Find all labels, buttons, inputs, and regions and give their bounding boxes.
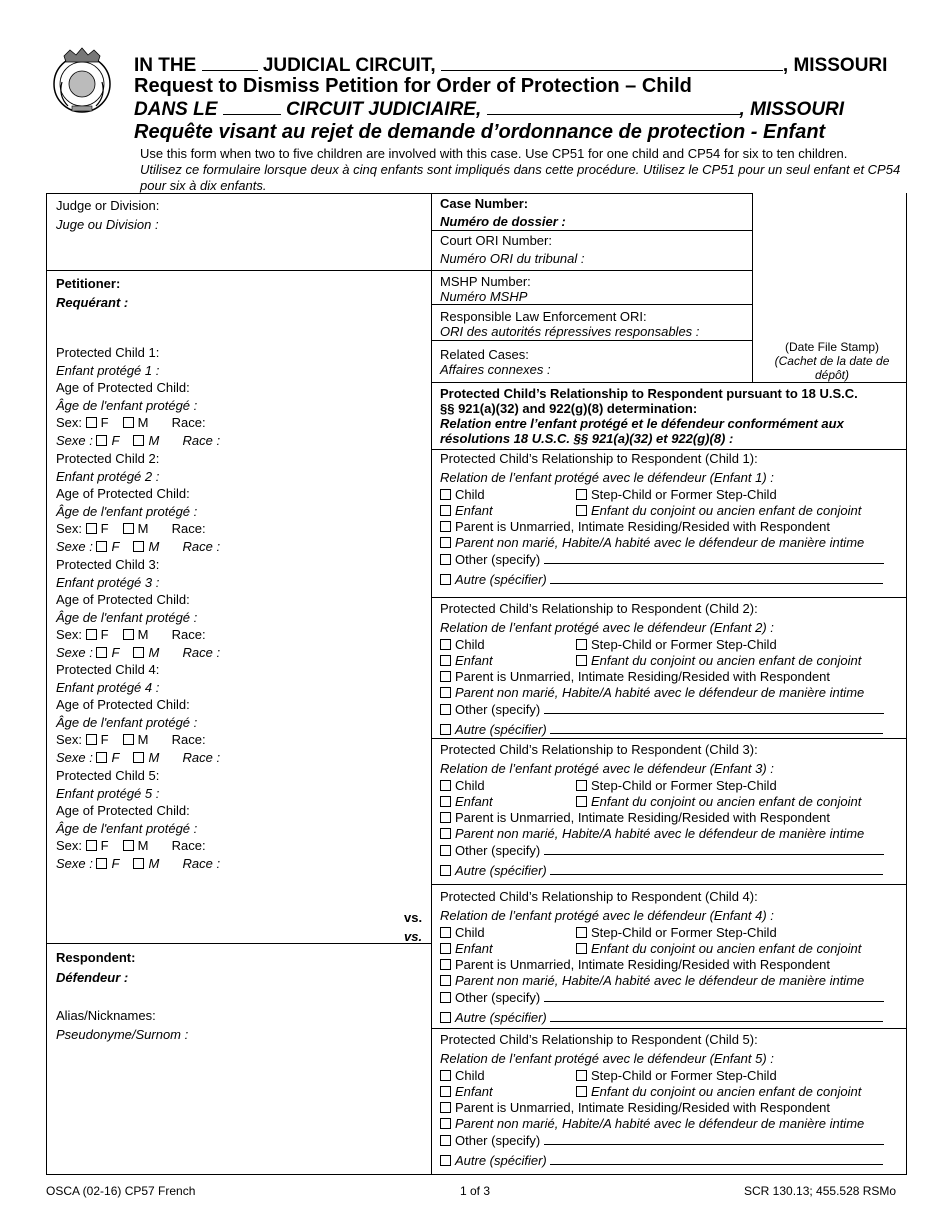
race-label: Race: <box>171 415 206 430</box>
parent-option: Parent is Unmarried, Intimate Residing/Resided with Respondent <box>455 1100 831 1115</box>
stamp-divider <box>752 193 753 382</box>
relationship-title-en-2: §§ 921(a)(32) and 922(g)(8) determination: <box>440 401 698 416</box>
mshp-label-fr: Numéro MSHP <box>440 289 528 304</box>
age-label: Age of Protected Child: <box>56 697 190 712</box>
parent-option-fr: Parent non marié, Habite/A habité avec le défendeur de manière intime <box>455 1116 865 1131</box>
sex-label: Sexe : <box>56 856 93 871</box>
other-option: Other (specify) <box>455 990 541 1005</box>
relationship-title-fr-2: résolutions 18 U.S.C. §§ 921(a)(32) et 922(g)(8) : <box>440 431 734 446</box>
parent-fr-checkbox[interactable] <box>440 975 451 986</box>
enfant-checkbox[interactable] <box>440 505 451 516</box>
step-child-checkbox[interactable] <box>576 639 587 650</box>
relationship-title-fr-1: Relation entre l’enfant protégé et le défendeur conformément aux <box>440 416 844 431</box>
enfant-checkbox[interactable] <box>440 943 451 954</box>
age-label-fr: Âge de l'enfant protégé : <box>56 398 198 413</box>
sex-m-checkbox[interactable] <box>123 417 134 428</box>
parent-option-row-fr <box>440 1116 864 1132</box>
missouri-seal-icon <box>50 46 114 116</box>
other-option-row <box>440 701 884 718</box>
mshp-label: MSHP Number: <box>440 274 531 289</box>
enfant-checkbox[interactable] <box>440 796 451 807</box>
sex-m-label: M <box>148 750 160 765</box>
step-child-option: Step-Child or Former Step-Child <box>591 487 777 502</box>
sex-row-fr <box>56 433 220 449</box>
block-title-fr: Relation de l’enfant protégé avec le défendeur (Enfant 1) : <box>440 470 774 485</box>
step-child-checkbox[interactable] <box>576 489 587 500</box>
rule-vs <box>46 943 431 944</box>
child-option-row <box>440 778 777 794</box>
respondent-label-fr: Défendeur : <box>56 970 129 985</box>
enfant-option: Enfant <box>455 503 493 518</box>
sex-f-label: F <box>100 732 109 747</box>
sex-label: Sex: <box>56 415 83 430</box>
sex-row-fr <box>56 539 220 555</box>
header-judicial-circuit: JUDICIAL CIRCUIT, <box>262 55 436 76</box>
step-child-option: Step-Child or Former Step-Child <box>591 637 777 652</box>
sex-f-checkbox[interactable] <box>86 523 97 534</box>
sex-m-label: M <box>137 415 149 430</box>
other-specify-field[interactable] <box>544 842 884 855</box>
sex-f-label: F <box>100 415 109 430</box>
child-option: Child <box>455 778 485 793</box>
other-option-row <box>440 842 884 859</box>
relationship-title <box>440 386 858 446</box>
other-checkbox[interactable] <box>440 554 451 565</box>
stamp-label-fr-2: dépôt) <box>814 368 850 382</box>
step-child-checkbox[interactable] <box>576 1070 587 1081</box>
relationship-block-title <box>440 889 758 905</box>
sex-m-checkbox[interactable] <box>133 752 144 763</box>
protected-child-label: Protected Child 1: <box>56 345 160 360</box>
sex-m-label: M <box>137 838 149 853</box>
age-label: Age of Protected Child: <box>56 486 190 501</box>
other-fr-checkbox[interactable] <box>440 724 451 735</box>
court-ori-label: Court ORI Number: <box>440 233 552 248</box>
sex-m-label: M <box>137 521 149 536</box>
sex-f-label: F <box>100 521 109 536</box>
other-option-row-fr <box>440 571 883 588</box>
left-top-rule <box>46 193 431 194</box>
alias-label-fr: Pseudonyme/Surnom : <box>56 1027 189 1042</box>
parent-checkbox[interactable] <box>440 959 451 970</box>
header-line-3 <box>134 97 844 121</box>
step-child-option: Step-Child or Former Step-Child <box>591 1068 777 1083</box>
sex-m-checkbox[interactable] <box>123 629 134 640</box>
age-label: Age of Protected Child: <box>56 380 190 395</box>
race-label: Race: <box>171 732 206 747</box>
rule-case <box>431 230 752 231</box>
relationship-block-title <box>440 742 758 758</box>
sex-f-label: F <box>111 539 120 554</box>
sex-f-checkbox[interactable] <box>96 435 107 446</box>
parent-option-row <box>440 1100 830 1116</box>
date-file-stamp <box>762 340 902 382</box>
sex-m-checkbox[interactable] <box>123 840 134 851</box>
judge-label-fr: Juge ou Division : <box>56 217 159 232</box>
header-in-the: IN THE <box>134 55 197 76</box>
rle-ori-label: Responsible Law Enforcement ORI: <box>440 309 647 324</box>
other-option-fr: Autre (spécifier) <box>455 863 547 878</box>
child-checkbox[interactable] <box>440 927 451 938</box>
header-missouri: , MISSOURI <box>782 55 888 76</box>
parent-option-fr: Parent non marié, Habite/A habité avec le défendeur de manière intime <box>455 535 865 550</box>
parent-option-row-fr <box>440 826 864 842</box>
rule-judge <box>46 270 431 271</box>
vs-label-fr: vs. <box>404 929 423 944</box>
sex-f-checkbox[interactable] <box>86 840 97 851</box>
other-specify-field-fr[interactable] <box>550 721 883 734</box>
step-child-option-fr: Enfant du conjoint ou ancien enfant de conjoint <box>591 503 862 518</box>
parent-checkbox[interactable] <box>440 521 451 532</box>
child-option: Child <box>455 637 485 652</box>
sex-f-label: F <box>111 645 120 660</box>
header-dans-le: DANS LE <box>134 99 218 120</box>
other-specify-field[interactable] <box>544 551 884 564</box>
child-option-row-fr <box>440 794 861 810</box>
form-title-fr: Requête visant au rejet de demande d’ordonnance de protection - Enfant <box>134 121 826 143</box>
rule-block-3 <box>431 884 907 885</box>
sex-f-checkbox[interactable] <box>96 647 107 658</box>
protected-child-label-fr: Enfant protégé 4 : <box>56 680 160 695</box>
sex-f-checkbox[interactable] <box>86 734 97 745</box>
other-option-row-fr <box>440 721 883 738</box>
court-ori-label-fr: Numéro ORI du tribunal : <box>440 251 585 266</box>
protected-child-label-fr: Enfant protégé 3 : <box>56 575 160 590</box>
page-number: 1 of 3 <box>460 1184 491 1198</box>
rule-block-4 <box>431 1028 907 1029</box>
other-option: Other (specify) <box>455 552 541 567</box>
child-option-row-fr <box>440 1084 861 1100</box>
other-option-row <box>440 1132 884 1149</box>
age-label-fr: Âge de l'enfant protégé : <box>56 504 198 519</box>
step-child-option-fr: Enfant du conjoint ou ancien enfant de conjoint <box>591 794 862 809</box>
sex-m-checkbox[interactable] <box>133 435 144 446</box>
other-specify-field[interactable] <box>544 989 884 1002</box>
parent-option: Parent is Unmarried, Intimate Residing/Resided with Respondent <box>455 669 831 684</box>
child-option-row <box>440 925 777 941</box>
sex-label: Sex: <box>56 732 83 747</box>
block-title: Protected Child’s Relationship to Respondent (Child 1): <box>440 451 758 466</box>
relationship-block-title-fr <box>440 761 774 777</box>
parent-option-fr: Parent non marié, Habite/A habité avec le défendeur de manière intime <box>455 826 865 841</box>
child-option-row-fr <box>440 653 861 669</box>
case-number-label-fr: Numéro de dossier : <box>440 214 566 229</box>
sex-m-label: M <box>148 856 160 871</box>
parent-checkbox[interactable] <box>440 1102 451 1113</box>
child-option-row-fr <box>440 503 861 519</box>
other-option-fr: Autre (spécifier) <box>455 1010 547 1025</box>
sex-f-checkbox[interactable] <box>96 752 107 763</box>
sex-label: Sexe : <box>56 750 93 765</box>
parent-option-fr: Parent non marié, Habite/A habité avec le défendeur de manière intime <box>455 973 865 988</box>
other-option-row-fr <box>440 1152 883 1169</box>
header-circuit-judiciaire: CIRCUIT JUDICIAIRE, <box>285 99 482 120</box>
relationship-block-title-fr <box>440 1051 774 1067</box>
sex-f-label: F <box>111 433 120 448</box>
block-title-fr: Relation de l’enfant protégé avec le défendeur (Enfant 3) : <box>440 761 774 776</box>
block-title: Protected Child’s Relationship to Respondent (Child 2): <box>440 601 758 616</box>
stamp-label-fr-1: (Cachet de la date de <box>774 354 890 368</box>
sex-row <box>56 732 206 748</box>
sex-m-label: M <box>137 627 149 642</box>
child-checkbox[interactable] <box>440 639 451 650</box>
vs-label: vs. <box>404 910 423 925</box>
parent-option-row-fr <box>440 535 864 551</box>
step-child-fr-checkbox[interactable] <box>576 505 587 516</box>
sex-f-label: F <box>111 750 120 765</box>
race-label: Race: <box>171 521 206 536</box>
right-top-rule <box>431 193 752 194</box>
relationship-block-title <box>440 1032 758 1048</box>
step-child-fr-checkbox[interactable] <box>576 796 587 807</box>
step-child-checkbox[interactable] <box>576 927 587 938</box>
rule-ori <box>431 270 752 271</box>
other-specify-field-fr[interactable] <box>550 1009 883 1022</box>
child-option-row <box>440 637 777 653</box>
other-specify-field-fr[interactable] <box>550 1152 883 1165</box>
other-checkbox[interactable] <box>440 845 451 856</box>
race-label: Race : <box>182 645 221 660</box>
judge-label: Judge or Division: <box>56 198 160 213</box>
other-checkbox[interactable] <box>440 992 451 1003</box>
relationship-title-en-1: Protected Child’s Relationship to Respondent pursuant to 18 U.S.C. <box>440 386 858 401</box>
rule-rel-title <box>431 449 907 450</box>
sex-label: Sex: <box>56 627 83 642</box>
sex-m-checkbox[interactable] <box>133 858 144 869</box>
age-label-fr: Âge de l'enfant protégé : <box>56 821 198 836</box>
sex-m-label: M <box>148 645 160 660</box>
other-option-fr: Autre (spécifier) <box>455 722 547 737</box>
age-label: Age of Protected Child: <box>56 592 190 607</box>
child-option: Child <box>455 925 485 940</box>
case-number-label: Case Number: <box>440 196 529 211</box>
sex-f-label: F <box>111 856 120 871</box>
parent-option: Parent is Unmarried, Intimate Residing/Resided with Respondent <box>455 957 831 972</box>
instructions-fr: Utilisez ce formulaire lorsque deux à cinq enfants sont impliqués dans cette procédure. Utilisez le CP51 pour un seul enfant et CP54 pour six à dix enfants. <box>140 162 901 193</box>
block-title: Protected Child’s Relationship to Respondent (Child 4): <box>440 889 758 904</box>
protected-child-label-fr: Enfant protégé 5 : <box>56 786 160 801</box>
step-child-option-fr: Enfant du conjoint ou ancien enfant de conjoint <box>591 653 862 668</box>
other-fr-checkbox[interactable] <box>440 1155 451 1166</box>
other-option: Other (specify) <box>455 702 541 717</box>
enfant-option: Enfant <box>455 794 493 809</box>
petitioner-label-fr: Requérant : <box>56 295 129 310</box>
sex-label: Sexe : <box>56 539 93 554</box>
age-label: Age of Protected Child: <box>56 803 190 818</box>
sex-row <box>56 415 206 431</box>
sex-label: Sexe : <box>56 645 93 660</box>
enfant-option: Enfant <box>455 653 493 668</box>
rle-ori-label-fr: ORI des autorités répressives responsables : <box>440 324 700 339</box>
sex-f-label: F <box>100 627 109 642</box>
parent-option-row <box>440 957 830 973</box>
header-line-1 <box>134 53 887 77</box>
step-child-fr-checkbox[interactable] <box>576 655 587 666</box>
form-title-en: Request to Dismiss Petition for Order of Protection – Child <box>134 75 692 97</box>
enfant-option: Enfant <box>455 1084 493 1099</box>
enfant-checkbox[interactable] <box>440 1086 451 1097</box>
parent-checkbox[interactable] <box>440 671 451 682</box>
related-cases-label: Related Cases: <box>440 347 529 362</box>
parent-option-row-fr <box>440 973 864 989</box>
relationship-block-title-fr <box>440 470 774 486</box>
parent-option-row <box>440 669 830 685</box>
related-cases-label-fr: Affaires connexes : <box>440 362 551 377</box>
sex-m-label: M <box>137 732 149 747</box>
respondent-label: Respondent: <box>56 950 136 965</box>
child-option-row-fr <box>440 941 861 957</box>
other-specify-field-fr[interactable] <box>550 862 883 875</box>
parent-option-row <box>440 810 830 826</box>
other-checkbox[interactable] <box>440 704 451 715</box>
other-specify-field-fr[interactable] <box>550 571 883 584</box>
sex-f-label: F <box>100 838 109 853</box>
block-title-fr: Relation de l’enfant protégé avec le défendeur (Enfant 4) : <box>440 908 774 923</box>
step-child-checkbox[interactable] <box>576 780 587 791</box>
sex-row <box>56 627 206 643</box>
protected-child-label-fr: Enfant protégé 2 : <box>56 469 160 484</box>
sex-f-checkbox[interactable] <box>86 629 97 640</box>
child-option-row <box>440 487 777 503</box>
step-child-option: Step-Child or Former Step-Child <box>591 778 777 793</box>
child-checkbox[interactable] <box>440 780 451 791</box>
parent-option: Parent is Unmarried, Intimate Residing/Resided with Respondent <box>455 810 831 825</box>
form-id: OSCA (02-16) CP57 French <box>46 1184 196 1198</box>
instructions-en: Use this form when two to five children are involved with this case. Use CP51 for one child and CP54 for six to ten children. <box>140 146 848 161</box>
sex-row <box>56 521 206 537</box>
sex-m-checkbox[interactable] <box>133 647 144 658</box>
child-option: Child <box>455 1068 485 1083</box>
parent-fr-checkbox[interactable] <box>440 1118 451 1129</box>
step-child-option: Step-Child or Former Step-Child <box>591 925 777 940</box>
parent-fr-checkbox[interactable] <box>440 687 451 698</box>
rule-block-2 <box>431 738 907 739</box>
sex-f-checkbox[interactable] <box>96 541 107 552</box>
age-label-fr: Âge de l'enfant protégé : <box>56 715 198 730</box>
relationship-block-title-fr <box>440 620 774 636</box>
other-specify-field[interactable] <box>544 701 884 714</box>
protected-child-label: Protected Child 3: <box>56 557 160 572</box>
race-label: Race : <box>182 539 221 554</box>
relationship-block-title <box>440 451 758 467</box>
other-option-fr: Autre (spécifier) <box>455 572 547 587</box>
parent-fr-checkbox[interactable] <box>440 537 451 548</box>
relationship-block-title <box>440 601 758 617</box>
sex-label: Sexe : <box>56 433 93 448</box>
protected-child-label: Protected Child 4: <box>56 662 160 677</box>
header-missouri-fr: , MISSOURI <box>739 99 845 120</box>
other-checkbox[interactable] <box>440 1135 451 1146</box>
sex-row <box>56 838 206 854</box>
enfant-option: Enfant <box>455 941 493 956</box>
alias-label: Alias/Nicknames: <box>56 1008 156 1023</box>
other-specify-field[interactable] <box>544 1132 884 1145</box>
rule-citation: SCR 130.13; 455.528 RSMo <box>744 1184 897 1198</box>
race-label: Race : <box>182 750 221 765</box>
child-option-row <box>440 1068 777 1084</box>
sex-row-fr <box>56 856 220 872</box>
other-option-row-fr <box>440 1009 883 1026</box>
block-title: Protected Child’s Relationship to Respondent (Child 3): <box>440 742 758 757</box>
step-child-fr-checkbox[interactable] <box>576 1086 587 1097</box>
block-title-fr: Relation de l’enfant protégé avec le défendeur (Enfant 2) : <box>440 620 774 635</box>
sex-m-checkbox[interactable] <box>123 734 134 745</box>
child-option: Child <box>455 487 485 502</box>
protected-child-label-fr: Enfant protégé 1 : <box>56 363 160 378</box>
parent-checkbox[interactable] <box>440 812 451 823</box>
petitioner-label: Petitioner: <box>56 276 121 291</box>
parent-option: Parent is Unmarried, Intimate Residing/Resided with Respondent <box>455 519 831 534</box>
other-fr-checkbox[interactable] <box>440 574 451 585</box>
parent-option-row-fr <box>440 685 864 701</box>
sex-m-label: M <box>148 433 160 448</box>
other-option-row <box>440 989 884 1006</box>
sex-m-checkbox[interactable] <box>133 541 144 552</box>
sex-label: Sex: <box>56 521 83 536</box>
race-label: Race : <box>182 856 221 871</box>
child-checkbox[interactable] <box>440 489 451 500</box>
step-child-fr-checkbox[interactable] <box>576 943 587 954</box>
rule-block-1 <box>431 597 907 598</box>
protected-child-label: Protected Child 2: <box>56 451 160 466</box>
other-option: Other (specify) <box>455 843 541 858</box>
sex-m-label: M <box>148 539 160 554</box>
other-option-row <box>440 551 884 568</box>
race-label: Race: <box>171 627 206 642</box>
other-option-row-fr <box>440 862 883 879</box>
block-title-fr: Relation de l’enfant protégé avec le défendeur (Enfant 5) : <box>440 1051 774 1066</box>
enfant-checkbox[interactable] <box>440 655 451 666</box>
other-option-fr: Autre (spécifier) <box>455 1153 547 1168</box>
step-child-option-fr: Enfant du conjoint ou ancien enfant de conjoint <box>591 1084 862 1099</box>
parent-fr-checkbox[interactable] <box>440 828 451 839</box>
rule-related <box>431 382 907 383</box>
race-label: Race : <box>182 433 221 448</box>
step-child-option-fr: Enfant du conjoint ou ancien enfant de conjoint <box>591 941 862 956</box>
other-fr-checkbox[interactable] <box>440 865 451 876</box>
other-fr-checkbox[interactable] <box>440 1012 451 1023</box>
race-label: Race: <box>171 838 206 853</box>
rule-rle <box>431 340 752 341</box>
parent-option-fr: Parent non marié, Habite/A habité avec le défendeur de manière intime <box>455 685 865 700</box>
block-title: Protected Child’s Relationship to Respondent (Child 5): <box>440 1032 758 1047</box>
sex-f-checkbox[interactable] <box>86 417 97 428</box>
sex-row-fr <box>56 645 220 661</box>
relationship-block-title-fr <box>440 908 774 924</box>
sex-label: Sex: <box>56 838 83 853</box>
sex-m-checkbox[interactable] <box>123 523 134 534</box>
parent-option-row <box>440 519 830 535</box>
protected-child-label: Protected Child 5: <box>56 768 160 783</box>
age-label-fr: Âge de l'enfant protégé : <box>56 610 198 625</box>
other-option: Other (specify) <box>455 1133 541 1148</box>
stamp-label: (Date File Stamp) <box>784 340 880 354</box>
child-checkbox[interactable] <box>440 1070 451 1081</box>
instructions <box>140 146 910 194</box>
sex-row-fr <box>56 750 220 766</box>
sex-f-checkbox[interactable] <box>96 858 107 869</box>
